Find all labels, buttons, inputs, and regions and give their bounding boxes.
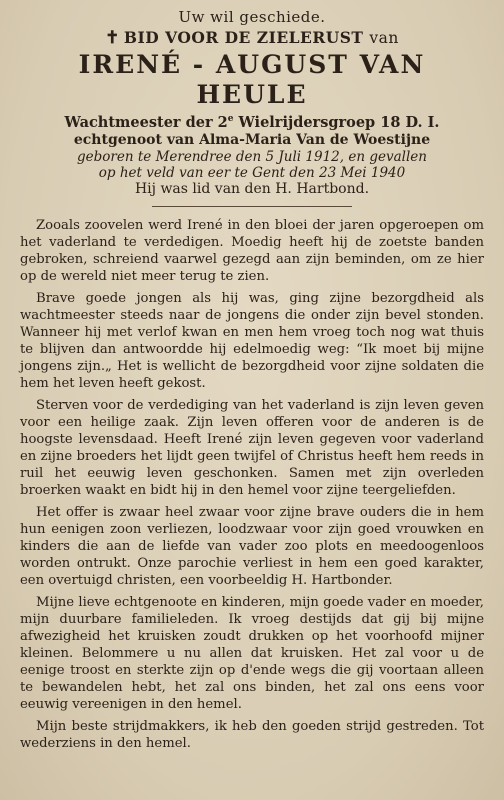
cross-icon: ✝ bbox=[105, 28, 120, 48]
rank-before: Wachtmeester der 2 bbox=[64, 114, 228, 132]
spouse-line: echtgenoot van Alma-Maria Van de Woestijne bbox=[73, 131, 431, 148]
born-line-1: geboren te Merendree den 5 Juli 1912, en gevallen bbox=[77, 148, 427, 165]
paragraph: Mijn beste strijdmakkers, ik heb den goeden strijd gestreden. Tot wederziens in den hemel. bbox=[20, 718, 484, 751]
prayer-line bbox=[20, 28, 484, 48]
prayer-van: van bbox=[369, 29, 399, 47]
rank-line bbox=[20, 114, 484, 131]
paragraph: Mijne lieve echtgenoote en kinderen, mijn goede vader en moeder, mijn duurbare familieleden. Ik vroeg destijds dat gij bij mijne afwezigheid het kruisken zoudt drukken op het voorhoofd mijner kleinen. Belommere u nu allen dat kruisken. Het zal voor u de eenige troost en sterkte zijn op d'ende wegs die gij voortaan alleen te bewandelen hebt, het zal ons binden, het zal ons eens voor eeuwig vereenigen in den hemel. bbox=[20, 594, 484, 712]
card-body bbox=[20, 217, 484, 752]
prayer-main: BID VOOR DE ZIELERUST bbox=[123, 28, 364, 47]
rank-sup: e bbox=[227, 114, 234, 125]
membership-line: Hij was lid van den H. Hartbond. bbox=[134, 180, 370, 197]
paragraph: Het offer is zwaar heel zwaar voor zijne brave ouders die in hem hun eenigen zoon verliezen, loodzwaar voor zijn goed vrouwken en kinders die aan de liefde van vader zoo plots en meedoogenloos worden ontrukt. Onze parochie verliest in hem een goed karakter, een overtuigd christen, een voorbeeldig H. Hartbonder. bbox=[20, 504, 484, 588]
paragraph: Sterven voor de verdediging van het vaderland is zijn leven geven voor een heilige zaak. Zijn leven offeren voor de anderen is de hoogste levensdaad. Heeft Irené zijn leven gegeven voor vaderland en zijne broeders het lijdt geen twijfel of Christus heeft hem reeds in ruil het eeuwig leven geschonken. Samen met zijn overleden broerken waakt en bidt hij in den hemel voor zijne teergeliefden. bbox=[20, 397, 484, 498]
card-header bbox=[20, 8, 484, 198]
born-line-2: op het veld van eer te Gent den 23 Mei 1940 bbox=[98, 164, 406, 181]
paragraph: Brave goede jongen als hij was, ging zijne bezorgdheid als wachtmeester steeds naar de jongens die onder zijn bevel stonden. Wanneer hij met verlof kwan en men hem vroeg toch nog wat thuis te blijven dan antwoordde hij edelmoedig weg: “Ik moet bij mijne jongens zijn.„ Het is wellicht de bezorgdheid voor zijne soldaten die hem het leven heeft gekost. bbox=[20, 290, 484, 391]
motto: Uw wil geschiede. bbox=[178, 8, 326, 26]
rank-after: Wielrijdersgroep 18 D. I. bbox=[233, 114, 440, 132]
divider-rule bbox=[152, 206, 352, 207]
paragraph: Zooals zoovelen werd Irené in den bloei der jaren opgeroepen om het vaderland te verdedigen. Moedig heeft hij de zoetste banden gebroken, schreiend vaarwel gezegd aan zijn beminden, om ze hier op de wereld niet meer terug te zien. bbox=[20, 217, 484, 284]
deceased-name: IRENÉ - AUGUST VAN HEULE bbox=[78, 50, 426, 110]
